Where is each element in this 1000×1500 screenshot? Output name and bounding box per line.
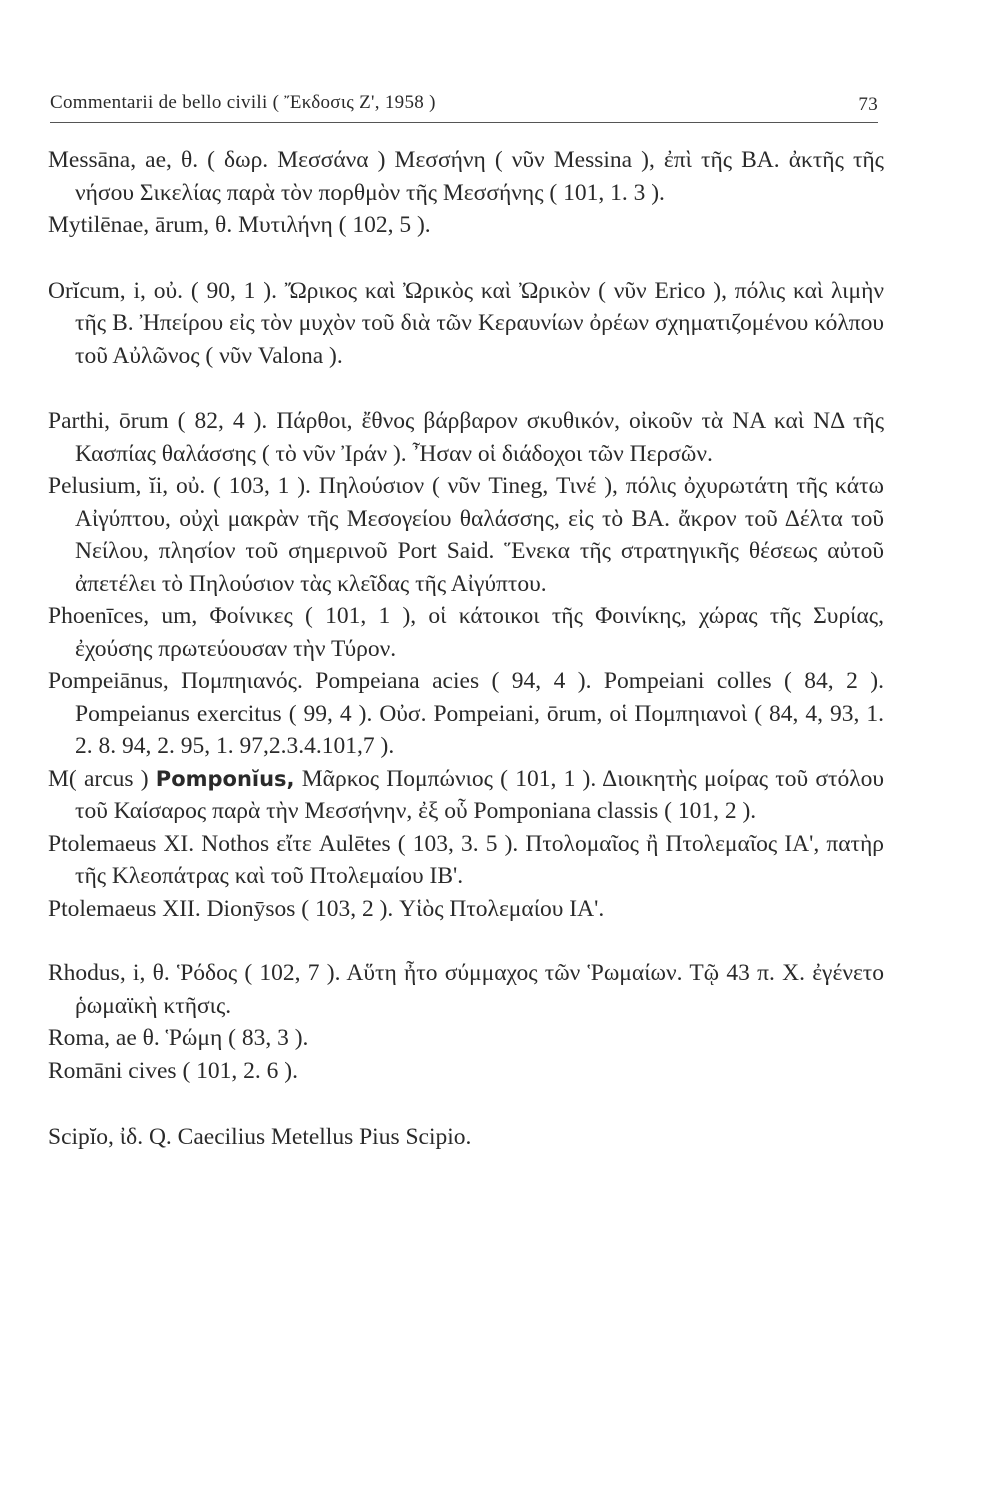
entry-scipio: Scipĭo, ἰδ. Q. Caecilius Metellus Pius Scipio. xyxy=(48,1124,472,1150)
entry-romani-cives: Romāni cives ( 101, 2. 6 ). xyxy=(48,1057,298,1084)
entry-messana: Messāna, ae, θ. ( δωρ. Μεσσάνα ) Μεσσήνη ( νῦν Messina ), ἐπὶ τῆς ΒΑ. ἀκτῆς τῆς νήσου Σικελίας παρὰ τὸν πορθμὸν τῆς Μεσσήνης ( 101, 1. 3 ). xyxy=(48,147,884,206)
entry-pelusium: Pelusium, ĭi, οὐ. ( 103, 1 ). Πηλούσιον ( νῦν Tineg, Τινέ ), πόλις ὀχυρωτάτη τῆς κάτω Αἰγύπτου, οὐχὶ μακρὰν τῆς Μεσογείου θαλάσσης, εἰς τὸ ΒΑ. ἄκρον τοῦ Δέλτα τοῦ Νείλου, πλησίον τοῦ σημερινοῦ Port Said. Ἕνεκα τῆς στρατηγικῆς θέσεως αὐτοῦ ἀπετέλει τὸ Πηλούσιον τὰς κλεῖδας τῆς Αἰγύπτου. xyxy=(48,473,884,597)
glossary-body xyxy=(48,144,884,1154)
entry-pomponius-text: Μᾶρκος Πομπώνιος ( 101, 1 ). Διοικητὴς μοίρας τοῦ στόλου τοῦ Καίσαρος παρὰ τὴν Μεσσήνην, ἐξ οὗ Pomponiana classis ( 101, 2 ). xyxy=(75,765,884,824)
entry-rhodus: Rhodus, i, θ. Ῥόδος ( 102, 7 ). Αὕτη ἦτο σύμμαχος τῶν Ῥωμαίων. Τῷ 43 π. Χ. ἐγένετο ῥωμαϊκὴ κτῆσις. xyxy=(48,960,884,1019)
entry-ptolemaeus-xi: Ptolemaeus XI. Nothos εἴτε Aulētes ( 103, 3. 5 ). Πτολομαῖος ἢ Πτολεμαῖος ΙΑ', πατὴρ τῆς Κλεοπάτρας καὶ τοῦ Πτολεμαίου ΙΒ'. xyxy=(48,830,884,889)
entry-phoenices: Phoenīces, um, Φοίνικες ( 101, 1 ), οἱ κάτοικοι τῆς Φοινίκης, χώρας τῆς Συρίας, ἐχούσης πρωτεύουσαν τὴν Τύρον. xyxy=(48,603,884,662)
running-title: Commentarii de bello civili ( Ἔκδοσις Ζ', 1958 ) xyxy=(50,92,436,113)
entry-parthi: Parthi, ōrum ( 82, 4 ). Πάρθοι, ἔθνος βάρβαρον σκυθικόν, οἰκοῦν τὰ ΝΑ καὶ ΝΔ τῆς Κασπίας θαλάσσης ( τὸ νῦν Ἰράν ). Ἦσαν οἱ διάδοχοι τῶν Περσῶν. xyxy=(48,408,884,467)
entry-mytilenae: Mytilēnae, ārum, θ. Μυτιλήνη ( 102, 5 ). xyxy=(48,212,431,238)
entry-roma: Roma, ae θ. Ῥώμη ( 83, 3 ). xyxy=(48,1025,309,1051)
entry-oricum: Orĭcum, i, οὐ. ( 90, 1 ). Ὤρικος καὶ Ὠρικὸς καὶ Ὠρικὸν ( νῦν Erico ), πόλις καὶ λιμὴν τῆς Β. Ἠπείρου εἰς τὸν μυχὸν τοῦ διὰ τῶν Κεραυνίων ὀρέων σχηματιζομένου κόλπου τοῦ Αὐλῶνος ( νῦν Valona ). xyxy=(48,277,884,369)
entry-pompeianus: Pompeiānus, Πομπηιανός. Pompeiana acies ( 94, 4 ). Pompeiani colles ( 84, 2 ). Pompeianus exercitus ( 99, 4 ). Οὐσ. Pompeiani, ōrum, οἱ Πομπηιανοὶ ( 84, 4, 93, 1. 2. 8. 94, 2. 95, 1. 97,2.3.4.101,7 ). xyxy=(48,668,884,759)
page-number: 73 xyxy=(858,94,878,115)
entry-pomponius-prefix: M( arcus ) xyxy=(48,765,156,792)
entry-pomponius xyxy=(48,763,884,828)
entry-ptolemaeus-xii: Ptolemaeus XII. Dionȳsos ( 103, 2 ). Υἱὸς Πτολεμαίου ΙΑ'. xyxy=(48,895,605,922)
entry-pomponius-headword: Pomponĭus, xyxy=(155,766,295,791)
running-header xyxy=(50,88,878,123)
